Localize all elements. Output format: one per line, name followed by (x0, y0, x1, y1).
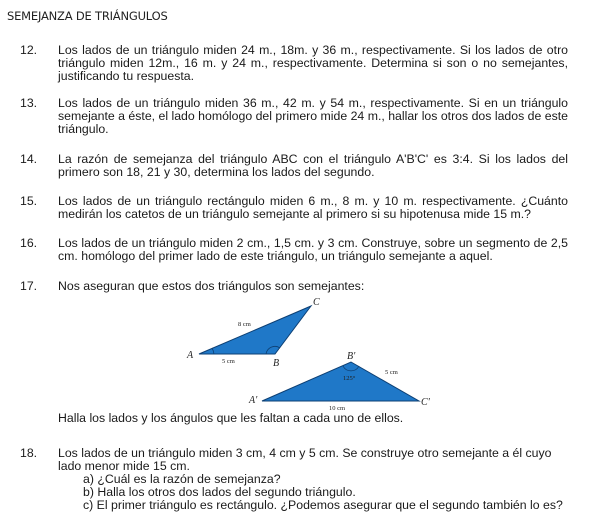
vertex-a-prime-label: A' (249, 395, 258, 406)
problem-text: triángulo. (58, 122, 109, 136)
problem-number: 18. (20, 446, 38, 460)
triangle-a-b-c-prime (262, 362, 419, 401)
problem-number: 17. (20, 279, 38, 293)
vertex-c-label: C (313, 297, 320, 308)
problem-text: Los lados de un triángulo rectángulo miden 6 m., 8 m. y 10 m. respectivamente. ¿Cuánto (58, 194, 568, 208)
problem-text: triángulo miden 12m., 16 m. y 24 m., respectivamente. Determina si son o no semejantes, (58, 56, 568, 70)
problem-text: La razón de semejanza del triángulo ABC con el triángulo A'B'C' es 3:4. Si los lados del (58, 152, 568, 166)
problem-number: 16. (20, 236, 38, 250)
vertex-a-label: A (187, 350, 194, 361)
problem-number: 15. (20, 194, 38, 208)
problem-text: Nos aseguran que estos dos triángulos son semejantes: (58, 279, 365, 293)
side-ac-prime-label: 10 cm (329, 405, 346, 412)
problem-text: Los lados de un triángulo miden 36 m., 42 m. y 54 m., respectivamente. Si en un triángulo (58, 96, 568, 110)
vertex-c-prime-label: C' (421, 397, 430, 408)
subitem-a: a) ¿Cuál es la razón de semejanza? (83, 472, 281, 486)
problem-text: Halla los lados y los ángulos que les faltan a cada uno de ellos. (58, 411, 404, 425)
subitem-b: b) Halla los otros dos lados del segundo triángulo. (83, 485, 356, 499)
subitem-c: c) El primer triángulo es rectángulo. ¿Podemos asegurar que el segundo también lo es? (83, 498, 563, 512)
problem-text: justificando tu respuesta. (58, 69, 195, 83)
side-ac-label: 8 cm (238, 321, 251, 328)
problem-number: 13. (20, 96, 38, 110)
problem-text: semejante a éste, el lado homólogo del primero mide 24 m., hallar los otros dos lados de este (58, 109, 568, 123)
problem-text: Los lados de un triángulo miden 3 cm, 4 cm y 5 cm. Se construye otro semejante a él cuyo (58, 446, 552, 460)
problem-text: medirán los catetos de un triángulo semejante al primero si su hipotenusa mide 15 m.? (58, 207, 532, 221)
page-title: SEMEJANZA DE TRIÁNGULOS (7, 9, 168, 23)
problem-number: 12. (20, 43, 38, 57)
vertex-b-label: B (273, 358, 280, 369)
problem-text: Los lados de un triángulo miden 2 cm., 1,5 cm. y 3 cm. Construye, sobre un segmento de 2,5 (58, 236, 568, 250)
vertex-b-prime-label: B' (347, 351, 356, 362)
triangle-abc (199, 306, 311, 354)
side-ab-label: 5 cm (222, 358, 235, 365)
problem-text: lado menor mide 15 cm. (58, 459, 190, 473)
side-bc-prime-label: 5 cm (385, 369, 398, 376)
angle-b-prime-label: 125° (343, 375, 356, 382)
problem-text: Los lados de un triángulo miden 24 m., 18m. y 36 m., respectivamente. Si los lados de otro (58, 43, 568, 57)
problem-text: primero son 18, 21 y 30, determina los lados del segundo. (58, 165, 375, 179)
problem-number: 14. (20, 152, 38, 166)
problem-text: cm. homólogo del primer lado de este triángulo, un triángulo semejante a aquel. (58, 249, 493, 263)
